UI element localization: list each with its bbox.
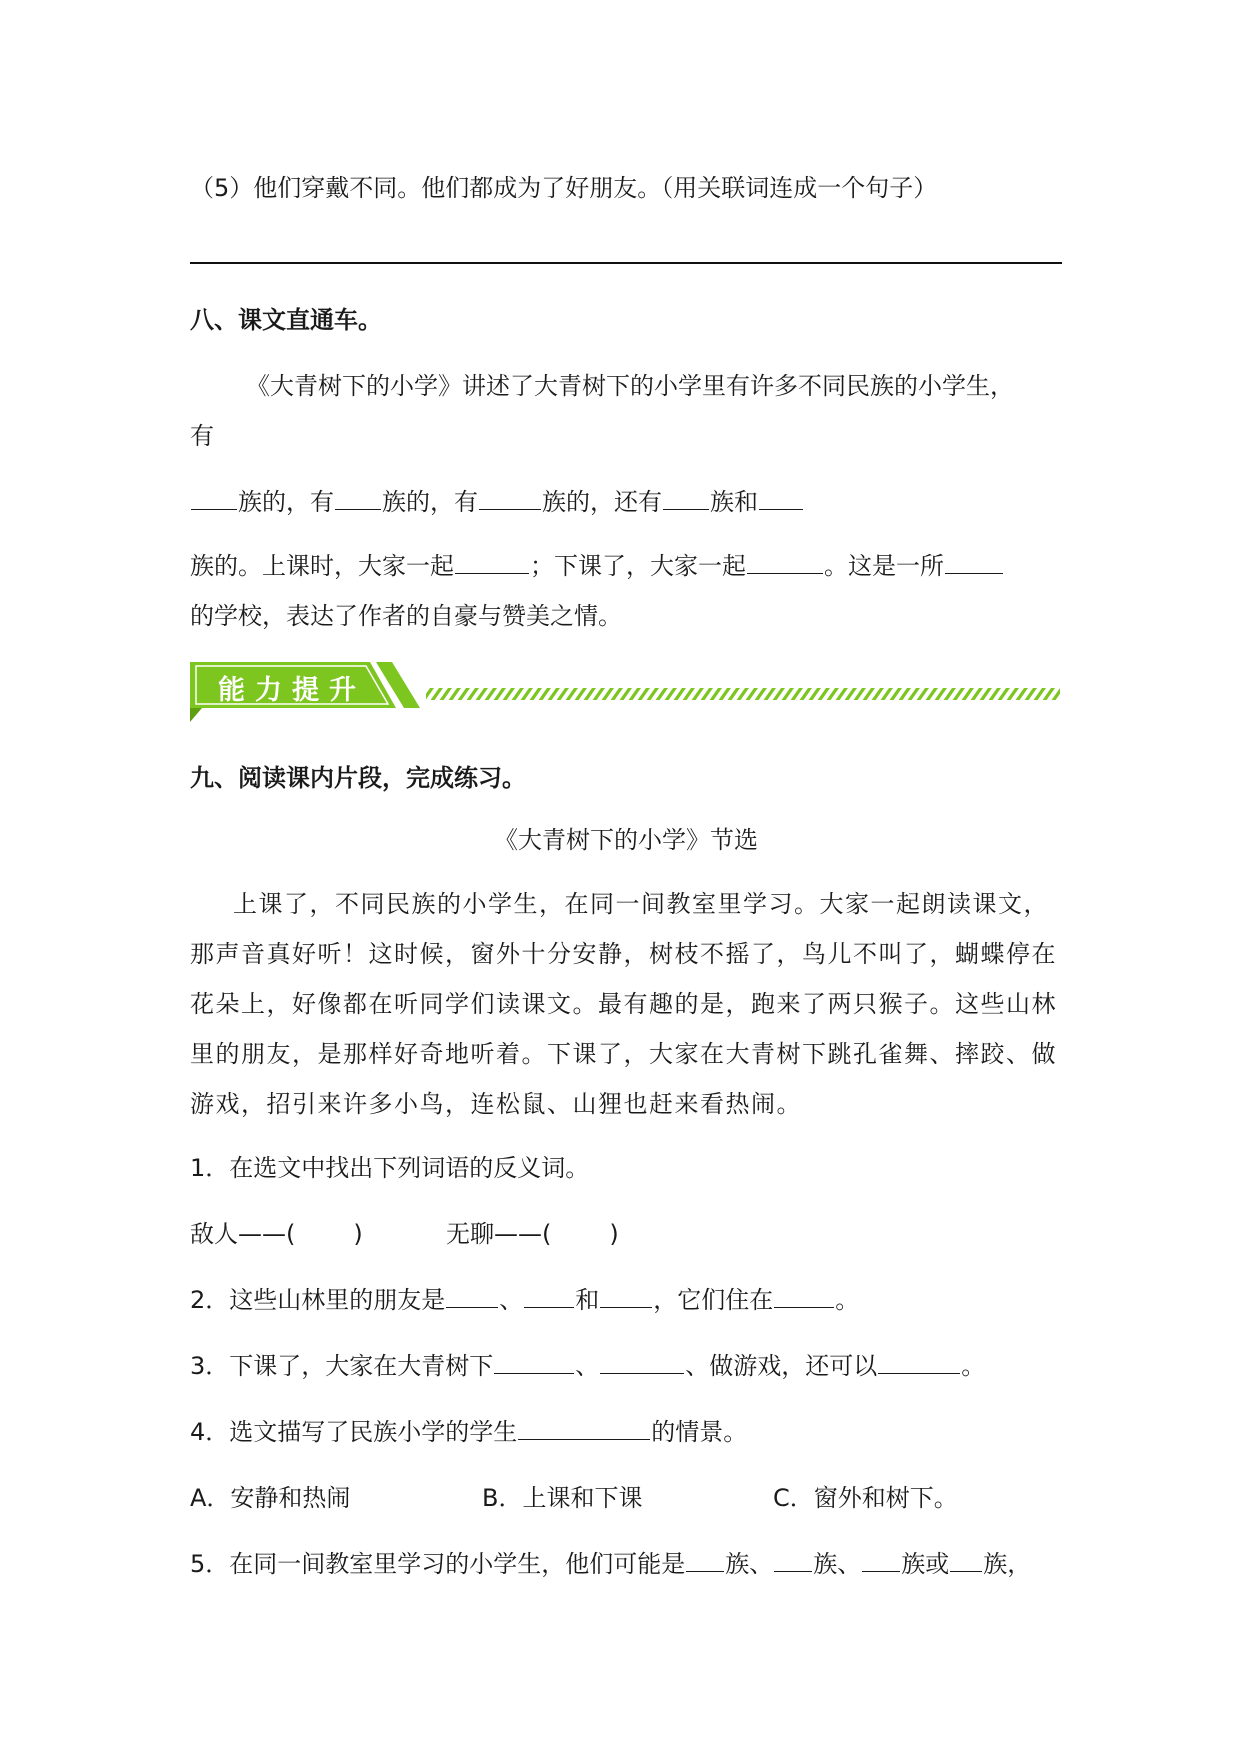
text-span: 和 — [575, 1286, 600, 1314]
passage-line: 那声音真好听！这时候，窗外十分安静，树枝不摇了，鸟儿不叫了，蝴蝶停在 — [190, 940, 1057, 968]
option-c[interactable] — [773, 1478, 958, 1513]
section-8-heading: 八、课文直通车。 — [190, 306, 382, 334]
antonym-item-1: 敌人——( — [190, 1220, 296, 1248]
text-span: 族或 — [901, 1550, 950, 1578]
option-text: 上课和下课 — [522, 1484, 643, 1512]
fill-blank[interactable] — [950, 1547, 982, 1572]
section-8-line-5: 的学校，表达了作者的自豪与赞美之情。 — [190, 602, 622, 630]
section-8-line-3 — [190, 482, 804, 517]
ability-banner — [190, 658, 1062, 722]
fill-blank[interactable] — [663, 485, 709, 510]
passage-line: 游戏，招引来许多小鸟，连松鼠、山狸也赶来看热闹。 — [190, 1090, 802, 1118]
text-span: 。 — [961, 1352, 986, 1380]
text-span: 族的。上课时，大家一起 — [190, 552, 454, 580]
section-8-line-1: 《大青树下的小学》讲述了大青树下的小学里有许多不同民族的小学生， — [246, 372, 1014, 400]
fill-blank[interactable] — [479, 485, 541, 510]
option-label: A． — [190, 1484, 231, 1512]
fill-blank[interactable] — [862, 1547, 900, 1572]
text-span: 3．下课了，大家在大青树下 — [190, 1352, 494, 1380]
fill-blank[interactable] — [759, 485, 803, 510]
fill-blank[interactable] — [686, 1547, 724, 1572]
paren-close: ) — [609, 1220, 619, 1248]
option-text: 安静和热闹 — [230, 1484, 351, 1512]
answer-line[interactable] — [190, 262, 1062, 264]
fill-blank[interactable] — [747, 549, 823, 574]
fill-blank[interactable] — [774, 1283, 834, 1308]
fill-blank[interactable] — [518, 1415, 650, 1440]
fill-blank[interactable] — [191, 485, 237, 510]
question-1: 1．在选文中找出下列词语的反义词。 — [190, 1154, 590, 1182]
fill-blank[interactable] — [524, 1283, 574, 1308]
question-7-5 — [190, 168, 937, 203]
text-span: 、做游戏，还可以 — [685, 1352, 878, 1380]
text-span: 族的，还有 — [542, 488, 662, 516]
text-span: 的情景。 — [651, 1418, 748, 1446]
text-span: 族和 — [710, 488, 758, 516]
passage-line: 花朵上，好像都在听同学们读课文。最有趣的是，跑来了两只猴子。这些山林 — [190, 990, 1057, 1018]
text-span: 。这是一所 — [824, 552, 944, 580]
question-5 — [190, 1544, 1031, 1579]
question-1-items — [190, 1214, 619, 1249]
option-b[interactable] — [482, 1478, 642, 1513]
question-4 — [190, 1412, 747, 1447]
option-text: 窗外和树下。 — [813, 1484, 958, 1512]
option-a[interactable] — [190, 1478, 350, 1513]
text-span: 2．这些山林里的朋友是 — [190, 1286, 446, 1314]
text-span: 族、 — [813, 1550, 862, 1578]
text-span: ，它们住在 — [653, 1286, 774, 1314]
text-span: 族， — [983, 1550, 1032, 1578]
text-span: ；下课了，大家一起 — [530, 552, 746, 580]
fill-blank[interactable] — [878, 1349, 960, 1374]
section-8-line-2: 有 — [190, 422, 214, 450]
question-3 — [190, 1346, 985, 1381]
section-8-line-4 — [190, 546, 1004, 581]
text-span: 5．在同一间教室里学习的小学生，他们可能是 — [190, 1550, 686, 1578]
fill-blank[interactable] — [455, 549, 529, 574]
banner-label: 能力提升 — [218, 675, 366, 706]
fill-blank[interactable] — [600, 1283, 652, 1308]
passage-line: 里的朋友，是那样好奇地听着。下课了，大家在大青树下跳孔雀舞、摔跤、做 — [190, 1040, 1057, 1068]
fill-blank[interactable] — [494, 1349, 574, 1374]
option-label: C． — [773, 1484, 814, 1512]
text-span: 。 — [835, 1286, 860, 1314]
paren-close: ) — [353, 1220, 363, 1248]
antonym-item-2: 无聊——( — [446, 1220, 552, 1248]
text-span: 族的，有 — [382, 488, 478, 516]
fill-blank[interactable] — [446, 1283, 498, 1308]
text-span: 、 — [575, 1352, 600, 1380]
option-label: B． — [482, 1484, 523, 1512]
question-2 — [190, 1280, 859, 1315]
fill-blank[interactable] — [945, 549, 1003, 574]
text-span: 族的，有 — [238, 488, 334, 516]
text-span: 4．选文描写了民族小学的学生 — [190, 1418, 518, 1446]
passage-line: 上课了，不同民族的小学生，在同一间教室里学习。大家一起朗读课文， — [233, 890, 1049, 918]
section-9-heading: 九、阅读课内片段，完成练习。 — [190, 764, 526, 792]
text-span: 、 — [499, 1286, 524, 1314]
question-7-5-text: （5）他们穿戴不同。他们都成为了好朋友。（用关联词连成一个句子） — [190, 174, 938, 202]
fill-blank[interactable] — [774, 1547, 812, 1572]
fill-blank[interactable] — [600, 1349, 684, 1374]
passage-title: 《大青树下的小学》节选 — [494, 826, 758, 854]
fill-blank[interactable] — [335, 485, 381, 510]
text-span: 族、 — [725, 1550, 774, 1578]
